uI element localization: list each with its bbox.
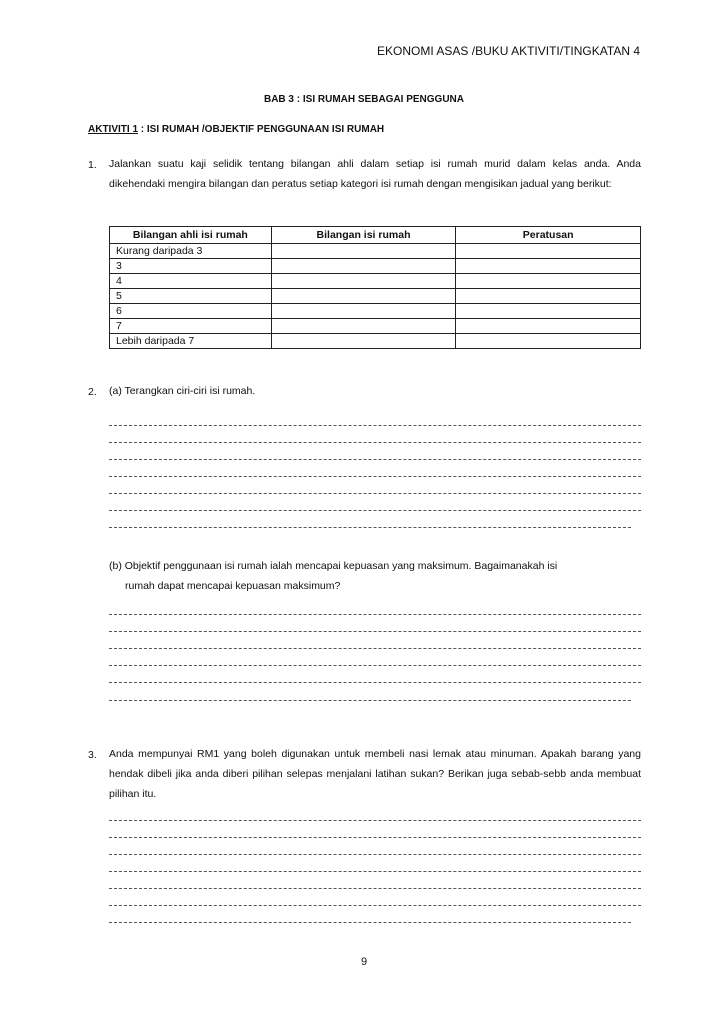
table-row	[110, 304, 641, 319]
table-cell: Lebih daripada 7	[110, 334, 272, 349]
table-cell-empty[interactable]	[456, 304, 641, 319]
question-3-number: 3.	[88, 749, 97, 761]
table-cell-empty[interactable]	[271, 259, 456, 274]
answer-line[interactable]	[109, 442, 641, 443]
table-cell: 5	[110, 289, 272, 304]
table-cell: 4	[110, 274, 272, 289]
answer-line[interactable]	[109, 820, 641, 821]
table-cell-empty[interactable]	[456, 334, 641, 349]
question-2b-line: (b) Objektif penggunaan isi rumah ialah mencapai kepuasan yang maksimum. Bagaimanakah isi	[109, 560, 558, 572]
answer-line[interactable]	[109, 700, 631, 701]
table-cell: 3	[110, 259, 272, 274]
table-cell-empty[interactable]	[271, 334, 456, 349]
table-row	[110, 259, 641, 274]
answer-line[interactable]	[109, 648, 641, 649]
question-2a-text: (a) Terangkan ciri-ciri isi rumah.	[109, 385, 256, 397]
question-2b-line: rumah dapat mencapai kepuasan maksimum?	[125, 580, 341, 592]
page-number: 9	[360, 956, 368, 968]
answer-line[interactable]	[109, 510, 641, 511]
page-header: EKONOMI ASAS /BUKU AKTIVITI/TINGKATAN 4	[377, 44, 640, 58]
table-header-row	[110, 227, 641, 244]
answer-line[interactable]	[109, 905, 641, 906]
table-cell-empty[interactable]	[271, 244, 456, 259]
answer-line[interactable]	[109, 493, 641, 494]
answer-line[interactable]	[109, 854, 641, 855]
table-header: Bilangan isi rumah	[271, 227, 456, 244]
household-survey-table	[109, 226, 641, 349]
answer-line[interactable]	[109, 425, 641, 426]
answer-line[interactable]	[109, 871, 641, 872]
table-cell-empty[interactable]	[271, 274, 456, 289]
answer-line[interactable]	[109, 459, 641, 460]
answer-line[interactable]	[109, 527, 631, 528]
table-header: Bilangan ahli isi rumah	[110, 227, 272, 244]
table-row	[110, 274, 641, 289]
answer-line[interactable]	[109, 682, 641, 683]
answer-line[interactable]	[109, 922, 631, 923]
table-cell: 6	[110, 304, 272, 319]
table-cell-empty[interactable]	[456, 274, 641, 289]
table-cell-empty[interactable]	[456, 259, 641, 274]
table-cell-empty[interactable]	[271, 319, 456, 334]
question-2-number: 2.	[88, 386, 97, 398]
table-cell-empty[interactable]	[271, 289, 456, 304]
table-cell-empty[interactable]	[456, 244, 641, 259]
table-header: Peratusan	[456, 227, 641, 244]
table-row	[110, 289, 641, 304]
table-row	[110, 334, 641, 349]
answer-line[interactable]	[109, 837, 641, 838]
table-cell-empty[interactable]	[456, 289, 641, 304]
table-cell: 7	[110, 319, 272, 334]
answer-line[interactable]	[109, 665, 641, 666]
table-cell: Kurang daripada 3	[110, 244, 272, 259]
question-1-text: Jalankan suatu kaji selidik tentang bilangan ahli dalam setiap isi rumah murid dalam kelas anda. Anda dikehendaki mengira bilangan dan peratus setiap kategori isi rumah dengan mengisikan jadual yang berikut:	[109, 158, 641, 190]
activity-label: AKTIVITI 1	[88, 124, 139, 135]
question-3-text: Anda mempunyai RM1 yang boleh digunakan untuk membeli nasi lemak atau minuman. Apakah barang yang hendak dibeli jika anda diberi pilihan selepas menjalani latihan sukan? Berikan juga sebab-sebb anda membuat pilihan itu.	[109, 748, 641, 800]
activity-heading	[88, 124, 384, 135]
answer-line[interactable]	[109, 631, 641, 632]
question-1-number: 1.	[88, 159, 97, 171]
table-cell-empty[interactable]	[271, 304, 456, 319]
table-row	[110, 244, 641, 259]
answer-line[interactable]	[109, 888, 641, 889]
chapter-title: BAB 3 : ISI RUMAH SEBAGAI PENGGUNA	[263, 94, 464, 105]
answer-line[interactable]	[109, 476, 641, 477]
question-2b-text	[109, 556, 641, 596]
answer-line[interactable]	[109, 614, 641, 615]
table-cell-empty[interactable]	[456, 319, 641, 334]
table-row	[110, 319, 641, 334]
activity-title: : ISI RUMAH /OBJEKTIF PENGGUNAAN ISI RUMAH	[138, 124, 385, 135]
